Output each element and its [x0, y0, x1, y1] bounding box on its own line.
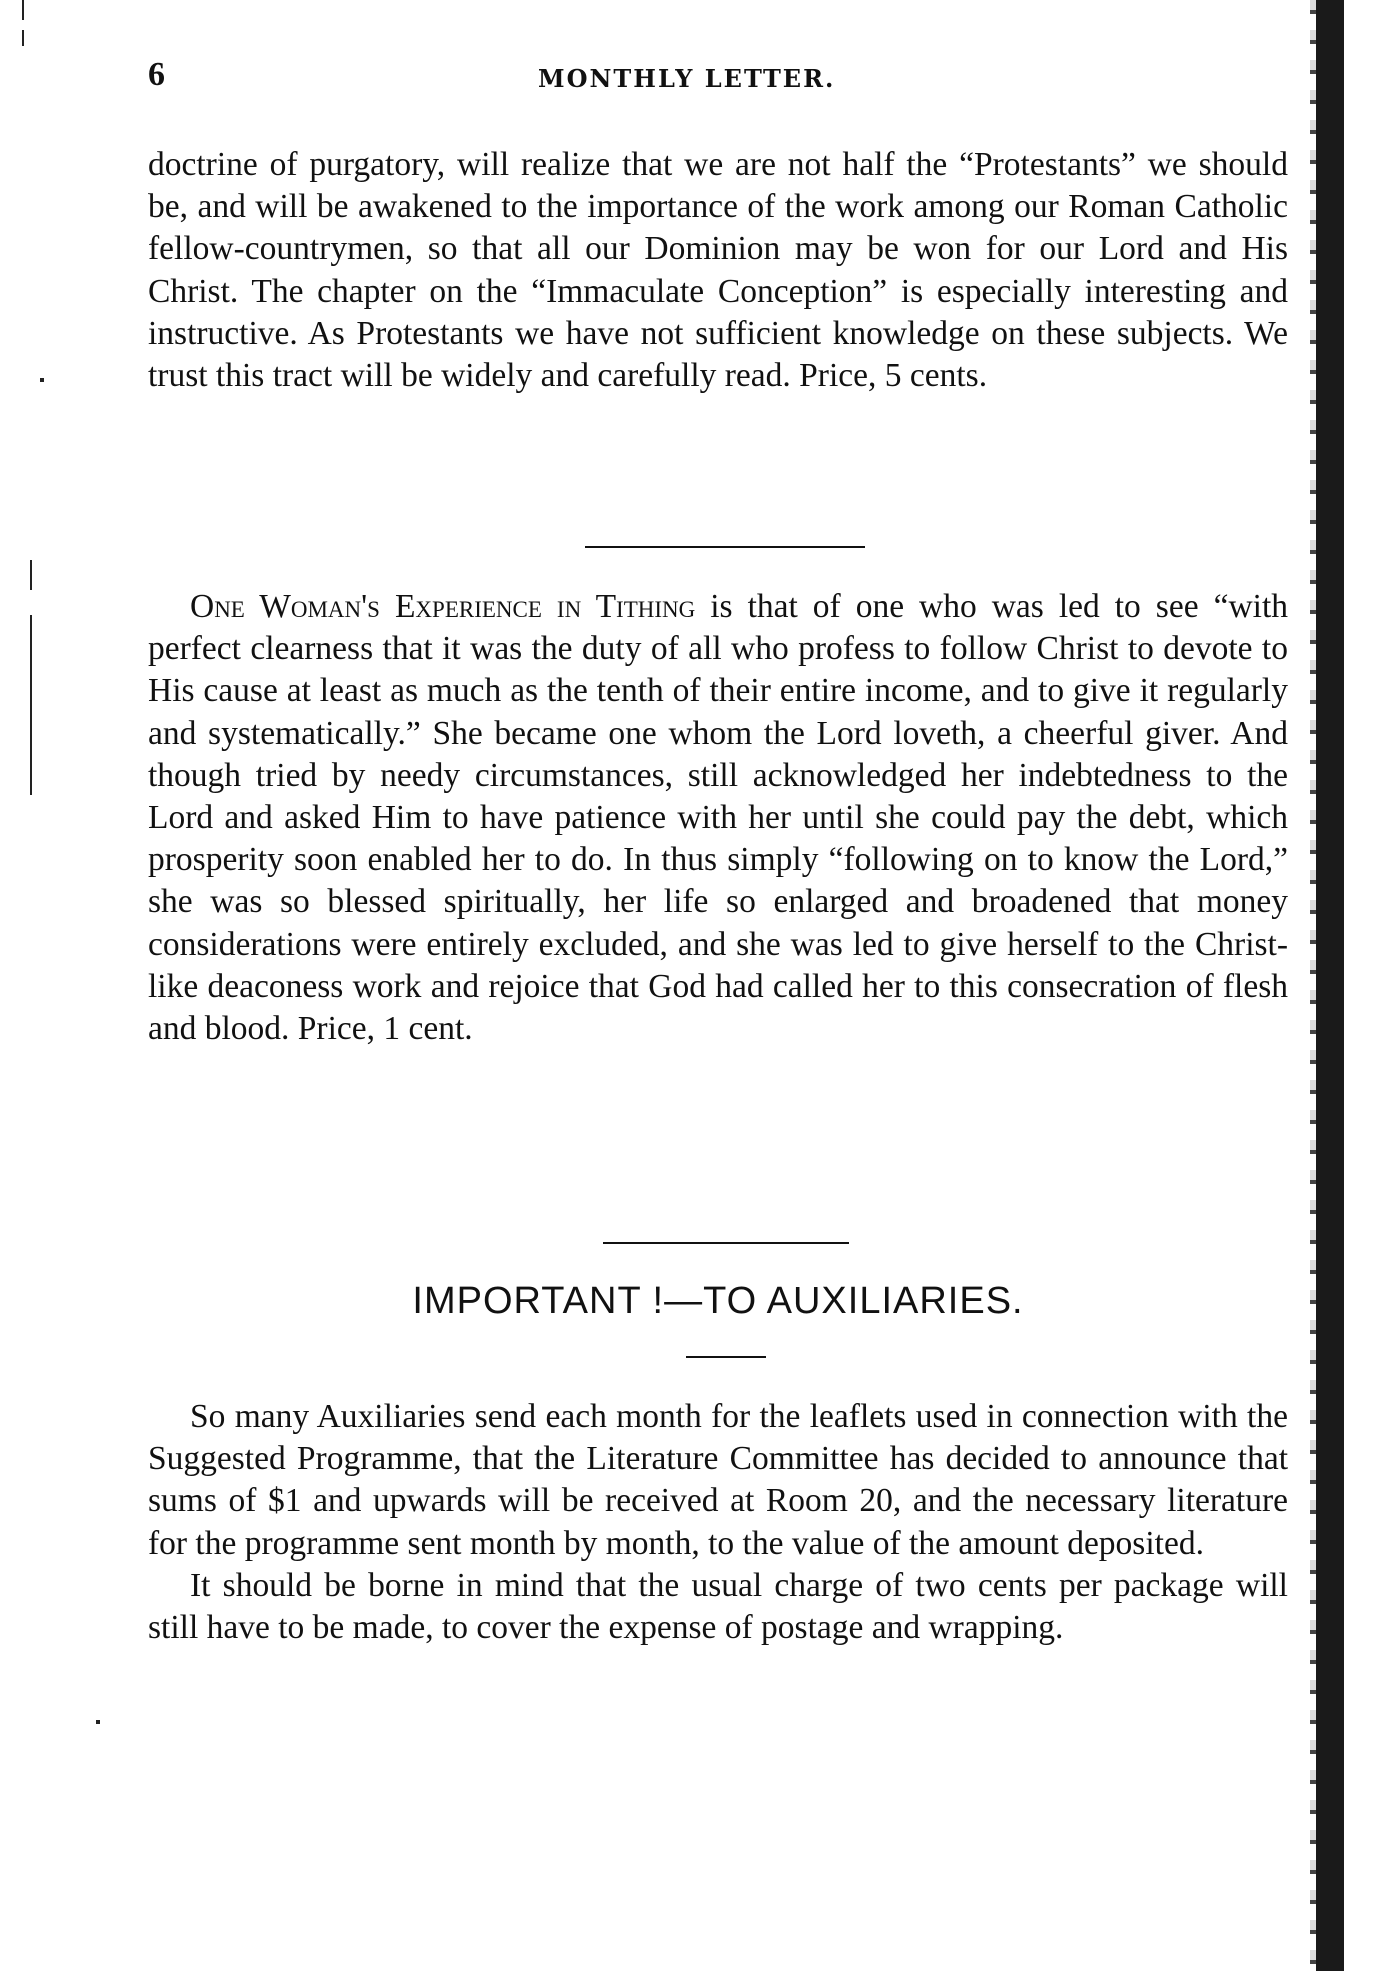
section-divider: [585, 546, 865, 548]
paragraph: So many Auxiliaries send each month for the leaflets used in connection with the Suggested Programme, that the Literature Committee has decided to announce that sums of $1 and upwards will be received at Room 20, and the necessary literature for the programme sent month by month, to the value of the amount deposited.: [148, 1398, 1288, 1562]
margin-mark: [30, 615, 32, 795]
margin-mark: [22, 0, 24, 20]
margin-mark: [30, 560, 32, 590]
tract-title: One Woman's Experience in Tithing: [190, 588, 696, 625]
paragraph: [148, 586, 1288, 1050]
section-divider: [603, 1242, 849, 1244]
paragraph: doctrine of purgatory, will realize that we are not half the “Protestants” we should be, and will be awakened to the importance of the work among our Roman Catholic fellow-countrymen, so that all our Dominion may be won for our Lord and His Christ. The chapter on the “Immaculate Conception” is especially interesting and instructive. As Protestants we have not sufficient knowledge on these subjects. We trust this tract will be widely and carefully read. Price, 5 cents.: [148, 146, 1288, 395]
auxiliaries-notice: [148, 1396, 1288, 1649]
section-heading: IMPORTANT !—TO AUXILIARIES.: [412, 1280, 1024, 1322]
tract-review-continued: [148, 144, 1288, 397]
running-head: MONTHLY LETTER.: [538, 64, 836, 93]
paragraph: It should be borne in mind that the usual charge of two cents per package will still have to be made, to cover the expense of postage and wrapping.: [148, 1566, 1288, 1647]
heading-underline: [686, 1356, 766, 1358]
page-header: [148, 56, 1288, 100]
scan-edge-dark-strip: [1316, 0, 1344, 1971]
paragraph-body: is that of one who was led to see “with perfect clearness that it was the duty of all who profess to follow Christ to devote to His cause at least as much as the tenth of their entire income, and to give it regularly and systematically.” She became one whom the Lord loveth, a cheerful giver. And though tried by needy circumstances, still acknowledged her indebtedness to the Lord and asked Him to have patience with her until she could pay the debt, which prosperity soon enabled her to do. In thus simply “following on to know the Lord,” she was so blessed spiritually, her life so enlarged and broadened that money considerations were entirely excluded, and she was led to give herself to the Christ-like deaconess work and rejoice that God had called her to this consecration of flesh and blood. Price, 1 cent.: [148, 588, 1288, 1048]
margin-mark: [40, 378, 44, 382]
margin-mark: [96, 1720, 100, 1724]
page-number: 6: [148, 56, 165, 93]
tithing-tract-review: [148, 586, 1288, 1050]
margin-mark: [22, 30, 24, 46]
